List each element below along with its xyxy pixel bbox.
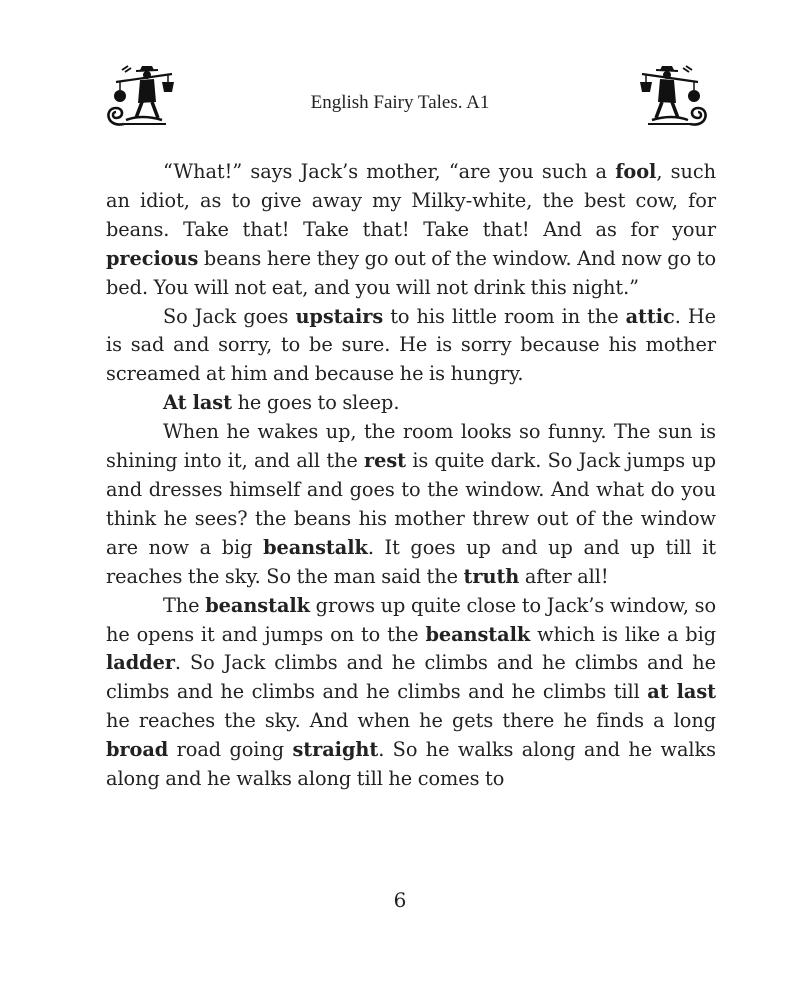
text-run: beans here they go out of the window. And now go to bed. You will not eat, and you will not drink this night.” (106, 246, 716, 299)
story-text (106, 158, 716, 794)
text-run: road going (168, 738, 293, 762)
story-paragraph (106, 592, 716, 794)
vocabulary-word: truth (463, 564, 520, 588)
page-header (0, 62, 800, 132)
text-run: he goes to sleep. (231, 391, 400, 415)
vocabulary-word: precious (106, 246, 199, 270)
vocabulary-word: at last (647, 680, 716, 704)
text-run: is quite dark. So Jack jumps up and dresses himself and goes to the window. And what do you think he sees? the beans his mother threw out of the window are now a big (106, 449, 716, 559)
text-run: “What!” says Jack’s mother, “are you such a (163, 160, 616, 183)
text-run: to his little room in the (383, 304, 626, 328)
vocabulary-word: straight (292, 738, 379, 762)
text-run: which is like a big (530, 622, 717, 646)
traveler-with-bindle-icon-svg (632, 62, 712, 130)
text-run: The (163, 593, 206, 617)
page-number: 6 (393, 888, 407, 912)
vocabulary-word: beanstalk (205, 593, 310, 617)
vocabulary-word: attic (625, 304, 675, 328)
text-run: . So he walks along and he walks along and he walks along till he comes to (106, 738, 716, 791)
vocabulary-word: beanstalk (425, 622, 531, 646)
text-run: , such an idiot, as to give away my Milky-white, the best cow, for beans. Take that! Take that! Take that! And as for your (106, 160, 716, 241)
vocabulary-word: beanstalk (263, 535, 368, 559)
text-run: he reaches the sky. And when he gets there he finds a long (106, 709, 716, 733)
traveler-with-bindle-icon (632, 62, 712, 130)
story-paragraph (106, 158, 716, 303)
text-run: after all! (519, 564, 609, 588)
running-header-title: English Fairy Tales. A1 (310, 92, 490, 113)
text-run: When he wakes up, the room looks so funny. The sun is shining into it, and all the (106, 420, 716, 473)
text-run: . He is sad and sorry, to be sure. He is sorry because his mother screamed at him and because he is hungry. (106, 304, 716, 386)
vocabulary-word: fool (615, 160, 657, 183)
story-paragraph (106, 303, 716, 390)
text-run: So Jack goes (163, 304, 296, 328)
vocabulary-word: rest (364, 449, 407, 473)
text-run: . It goes up and up and up till it reaches the sky. So the man said the (106, 535, 716, 588)
vocabulary-word: broad (106, 738, 169, 762)
vocabulary-word: At last (163, 391, 232, 415)
story-paragraph (106, 389, 716, 418)
text-run: grows up quite close to Jack’s window, so he opens it and jumps on to the (106, 593, 717, 646)
story-paragraph (106, 418, 716, 591)
vocabulary-word: upstairs (295, 304, 384, 328)
vocabulary-word: ladder (106, 651, 175, 675)
text-run: . So Jack climbs and he climbs and he climbs and he climbs and he climbs and he climbs and he climbs till (106, 651, 716, 704)
